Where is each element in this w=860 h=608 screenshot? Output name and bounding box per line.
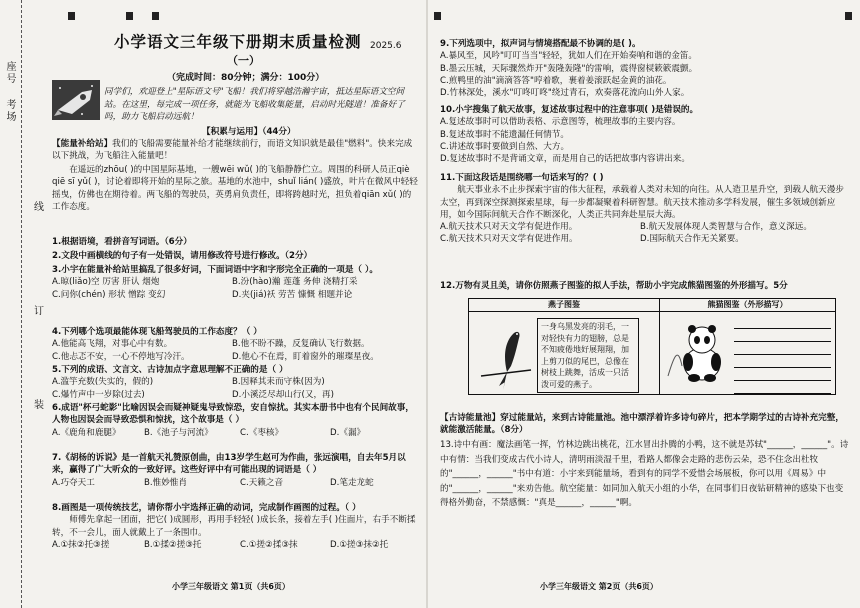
q7-option-c[interactable]: C.天籁之音 [240,477,284,488]
q3-option-c[interactable]: C.问你(chén) 形状 憎踪 变幻 [52,289,166,300]
q11-option-a[interactable]: A.航天技术只对天文学有促进作用。 [440,222,578,233]
exam-meta: （完成时间：80分钟；满分：100分） [167,73,325,83]
q11-option-d[interactable]: D.国际航天合作无关紧要。 [640,234,744,245]
question-12-text: 12.万物有灵且美，请你仿照燕子图鉴的拟人手法，帮助小宇完成熊猫图鉴的外形描写。5分 [440,281,788,291]
q8-option-a[interactable]: A.①抹②托③搓 [52,539,110,550]
q6-option-c[interactable]: C.《枣核》 [240,427,284,438]
question-11-text: 11.下面这段话是围绕哪一句话来写的？( ) [440,173,604,183]
question-9 [440,38,850,99]
question-4-text: 4.下列哪个选项最能体现飞船驾驶员的工作态度？（ ） [52,327,262,337]
q11-option-b[interactable]: B.航天发展体现人类智慧与合作，意义深远。 [640,222,812,233]
question-4 [52,326,418,363]
q5-option-d[interactable]: D.小溪泛尽却山行(又，再) [232,389,334,400]
page-2 [440,0,850,608]
q10-option-b[interactable]: B.复述故事时不能遗漏任何情节。 [440,129,569,140]
swallow-description: 一身乌黑发亮的羽毛，一对轻快有力的翅膀，总是不知疲倦地好展翔翔，加上剪刀似的尾巴，总像在树枝上跳舞，活成一只活泼可爱的燕子。 [537,318,639,393]
room-label: 考场 [6,100,17,123]
question-8 [52,502,418,551]
question-10 [440,104,850,165]
q4-option-d[interactable]: D.他心不在焉，盯着窗外的璀璨星夜。 [232,351,379,362]
section-1-heading: 【积累与运用】（44分） [202,127,296,137]
q3-option-a[interactable]: A.晾(liǎo)空 厉害 肝认 烟炮 [52,277,160,288]
question-13[interactable]: 13.诗中有画：魔法画笔一挥，竹林边跳出桃花，江水冒出扑腾的小鸭，这不就是苏轼"______，______"。诗中有情：当我们变成古代小诗人，清明雨淡湿千里，看路人都像会走路的悲伤云朵，恐不住念出杜牧的"______，______"书中有道：小宇来到能量场，看到有的同学不爱惜会场展板，你可以用《周易》中的"______，______"来劝告他。航空能量：如同加入航天小组的小华，在同事们日夜钻研精神的感染下也变得格外勤奋，不禁感慨："真是______，______"啊。 [440,440,849,508]
q3-option-b[interactable]: B.汾(hào)瀚 莲蓬 务伸 浇精打采 [232,277,358,288]
question-3 [52,264,418,301]
q8-option-c[interactable]: C.①搓②揉③抹 [240,539,298,550]
picture-guide-table [468,298,836,395]
q9-option-c[interactable]: C.煎鸭里的油"滴滴答答"哼着歌，裹着姜滚跃起金黄的油花。 [440,75,672,86]
panda-icon [664,316,730,386]
binding-mark-pack: 装 [34,400,44,411]
section-2-heading: 【古诗能量池】穿过能量站，来到古诗能量池。池中漂浮着许多诗句碎片，把本学期学过的古诗补充完整，就能激活能量。（8分） [440,413,844,436]
page-2-footer: 小学三年级语文 第2页（共6页） [540,582,658,591]
q10-option-a[interactable]: A.复述故事时可以借助表格、示意图等，梳理故事的主要内容。 [440,117,681,128]
page-fold [426,0,428,608]
question-1: 1.根据语境，看拼音写词语。（6分） [52,237,192,247]
binding-mark-order: 订 [34,306,44,317]
spaceship-illustration [52,80,100,120]
q5-option-c[interactable]: C.爆竹声中一岁除(过去) [52,389,145,400]
passage-intro: 我们的飞船需要能量补给才能继续前行，而语文知识就是最佳"燃料"。快来完成以下挑战，为飞船注入能量吧！ [52,139,413,162]
q11-passage: 航天事业永不止步探索宇宙的伟大征程，承载着人类对未知的向往。从人造卫星升空，到载人航天漫步太空，再到深空探测探索星球，每一步都凝聚着科研智慧。航天技术推动多学科发展，催生多领域创新应用，如今国际间航天合作不断深化，人类正共同奔赴星辰大海。 [440,185,844,220]
question-5 [52,364,418,401]
question-7-text: 7.《胡杨的诉说》是一首航天礼赞原创曲，由13岁学生赵可为作曲，张远演唱，自去年5月以来，赢得了广大听众的一致好评。这些好评中有可能出现的词语是（ ） [52,453,406,476]
intro-text: 同学们，欢迎登上"星际语文号"飞船！我们将穿越浩瀚宇宙，抵达星际语文空间站。在这里，每完成一项任务，就能为飞船收集能量，启动时光隧道！准备好了吗，助力飞船启动远航！ [104,87,405,122]
swallow-icon [477,316,535,392]
q6-option-a[interactable]: A.《鹿角和鹿腿》 [52,427,121,438]
q11-option-c[interactable]: C.航天技术只对天文学有促进作用。 [440,234,578,245]
q6-option-b[interactable]: B.《池子与河流》 [144,427,213,438]
q9-option-a[interactable]: A.暴风至，风吟"叮叮当当"轻轻，犹如人们在开始奏响和谐的金笛。 [440,51,697,62]
q6-option-d[interactable]: D.《漏》 [330,427,366,438]
binding-mark-line: 线 [34,202,44,213]
q9-option-d[interactable]: D.竹林深处，溪水"叮咚叮咚"绕过青石，欢奏落花流向山外人家。 [440,88,690,99]
panda-answer-lines[interactable] [734,312,835,394]
passage-body: 在遥远的zhōu( )的中国星际基地，一艘wēi wǔ( )的飞船静静伫立。周围的科研人员正qiè qiē sī yǔ( )，讨论着即将开始的星际之旅。基地的水池中，shuǐ lián( )盛放，叶片在微风中轻轻摇曳，仿佛也在期待着。两飞船的驾驶员，英勇肩负责任，即将跨越时光，担负着qiān xǔ( )的工作态度。 [52,165,418,212]
question-5-text: 5.下列的成语、文言文、古诗加点字意思理解不正确的是（ ） [52,365,288,375]
q8-passage: 师傅先拿起一团面，把它( )成圆形，再用手轻轻( )成长条，接着左手( )住面片，右手不断揉转，不一会儿，面人就戴上了一条围巾。 [52,515,416,538]
exam-date: 2025.6 [370,41,402,51]
question-3-text: 3.小宇在能量补给站里搞乱了很多好词，下面词语中字和字形完全正确的一项是（ ）。 [52,265,378,275]
page-1-footer: 小学三年级语文 第1页（共6页） [172,582,290,591]
q7-option-a[interactable]: A.巧夺天工 [52,477,95,488]
q10-option-d[interactable]: D.复述故事时不是背诵文章，而是用自己的话把故事内容讲出来。 [440,154,690,165]
q4-option-a[interactable]: A.他能高飞翔，对事心中有数。 [52,339,173,350]
panda-guide-header: 熊猫图鉴（外形描写） [660,299,836,312]
binding-dashed-line [21,0,22,608]
seat-label: 座号 [6,62,17,85]
q8-option-d[interactable]: D.①搓③抹②托 [330,539,389,550]
exam-subtitle: （一） [227,54,260,67]
swallow-guide-cell [469,312,660,395]
q4-option-b[interactable]: B.他不盼不躁，反复确认飞行数据。 [232,339,370,350]
q9-option-b[interactable]: B.墨云压城，天际骤然炸开"轰隆轰隆"的雷响，震得窗棂簌簌震颤。 [440,63,698,74]
question-6-text: 6.成语"杯弓蛇影"比喻因误会而疑神疑鬼导致惊恐，安自惊扰。其实本册书中也有个民间故事，人物也因误会而导致恐惧和惊扰，这个故事是（ ） [52,403,414,426]
question-10-text: 10.小宇搜集了航天故事，复述故事过程中的注意事项( )是错误的。 [440,105,699,115]
passage-block [52,138,418,163]
question-8-text: 8.画图是一项传统技艺，请你帮小宇选择正确的动词，完成制作画图的过程。（ ） [52,503,361,513]
page-1 [52,0,418,608]
q8-option-b[interactable]: B.①揉②搓③托 [144,539,202,550]
panda-guide-cell [660,312,836,395]
q7-option-d[interactable]: D.笔走龙蛇 [330,477,374,488]
q5-option-a[interactable]: A.滥竽充数(失实的，假的) [52,377,154,388]
question-11 [440,172,850,246]
q5-option-b[interactable]: B.因释其耒而守株(因为) [232,377,325,388]
passage-title: 【能量补给站】 [52,139,113,149]
q4-option-c[interactable]: C.他忐忑不安，一心不停地写冷汗。 [52,351,190,362]
question-6 [52,402,418,439]
q10-option-c[interactable]: C.讲述故事时要做到自然、大方。 [440,141,570,152]
swallow-guide-header: 燕子图鉴 [469,299,660,312]
question-9-text: 9.下列选项中，拟声词与情境搭配最不协调的是( )。 [440,39,641,49]
exam-title: 小学语文三年级下册期末质量检测 [114,33,362,51]
q3-option-d[interactable]: D.夹(jiá)袄 劳苦 慷慨 相题并论 [232,289,353,300]
question-2: 2.文段中画横线的句子有一处错误，请用修改符号进行修改。（2分） [52,251,313,261]
question-7 [52,452,418,489]
q7-option-b[interactable]: B.惟妙惟肖 [144,477,188,488]
binding-strip [0,0,30,608]
